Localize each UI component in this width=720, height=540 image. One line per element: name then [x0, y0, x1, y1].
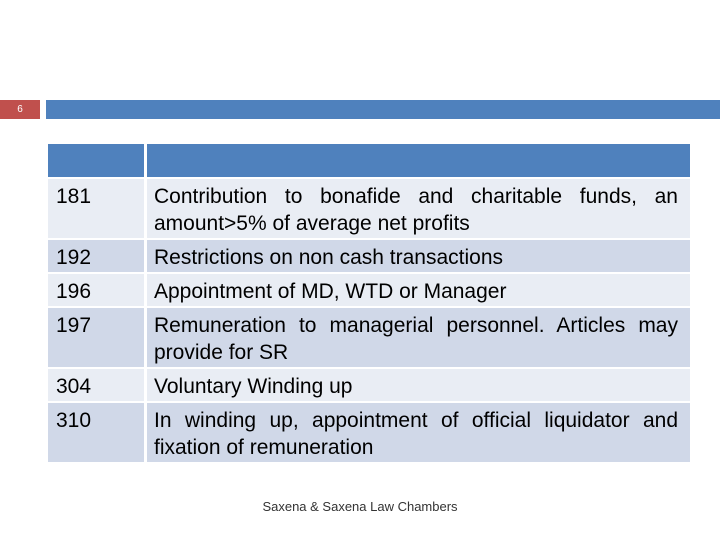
section-description: Voluntary Winding up — [147, 367, 690, 401]
table-row — [48, 401, 690, 462]
section-description: Appointment of MD, WTD or Manager — [147, 272, 690, 306]
section-number: 181 — [48, 177, 147, 238]
header-bar — [46, 100, 720, 119]
table-row — [48, 177, 690, 238]
table-header-row — [48, 144, 690, 177]
section-description: In winding up, appointment of official liquidator and fixation of remuneration — [147, 401, 690, 462]
section-number: 310 — [48, 401, 147, 462]
section-number: 304 — [48, 367, 147, 401]
table-row — [48, 272, 690, 306]
section-description: Remuneration to managerial personnel. Articles may provide for SR — [147, 306, 690, 367]
table-header-description — [147, 144, 690, 177]
table-header-section — [48, 144, 147, 177]
slide-number: 6 — [0, 100, 40, 119]
section-number: 196 — [48, 272, 147, 306]
section-description: Contribution to bonafide and charitable funds, an amount>5% of average net profits — [147, 177, 690, 238]
sections-table — [48, 144, 690, 462]
section-description: Restrictions on non cash transactions — [147, 238, 690, 272]
section-number: 192 — [48, 238, 147, 272]
table-row — [48, 367, 690, 401]
footer-text: Saxena & Saxena Law Chambers — [262, 499, 458, 514]
section-number: 197 — [48, 306, 147, 367]
table-row — [48, 306, 690, 367]
table-row — [48, 238, 690, 272]
